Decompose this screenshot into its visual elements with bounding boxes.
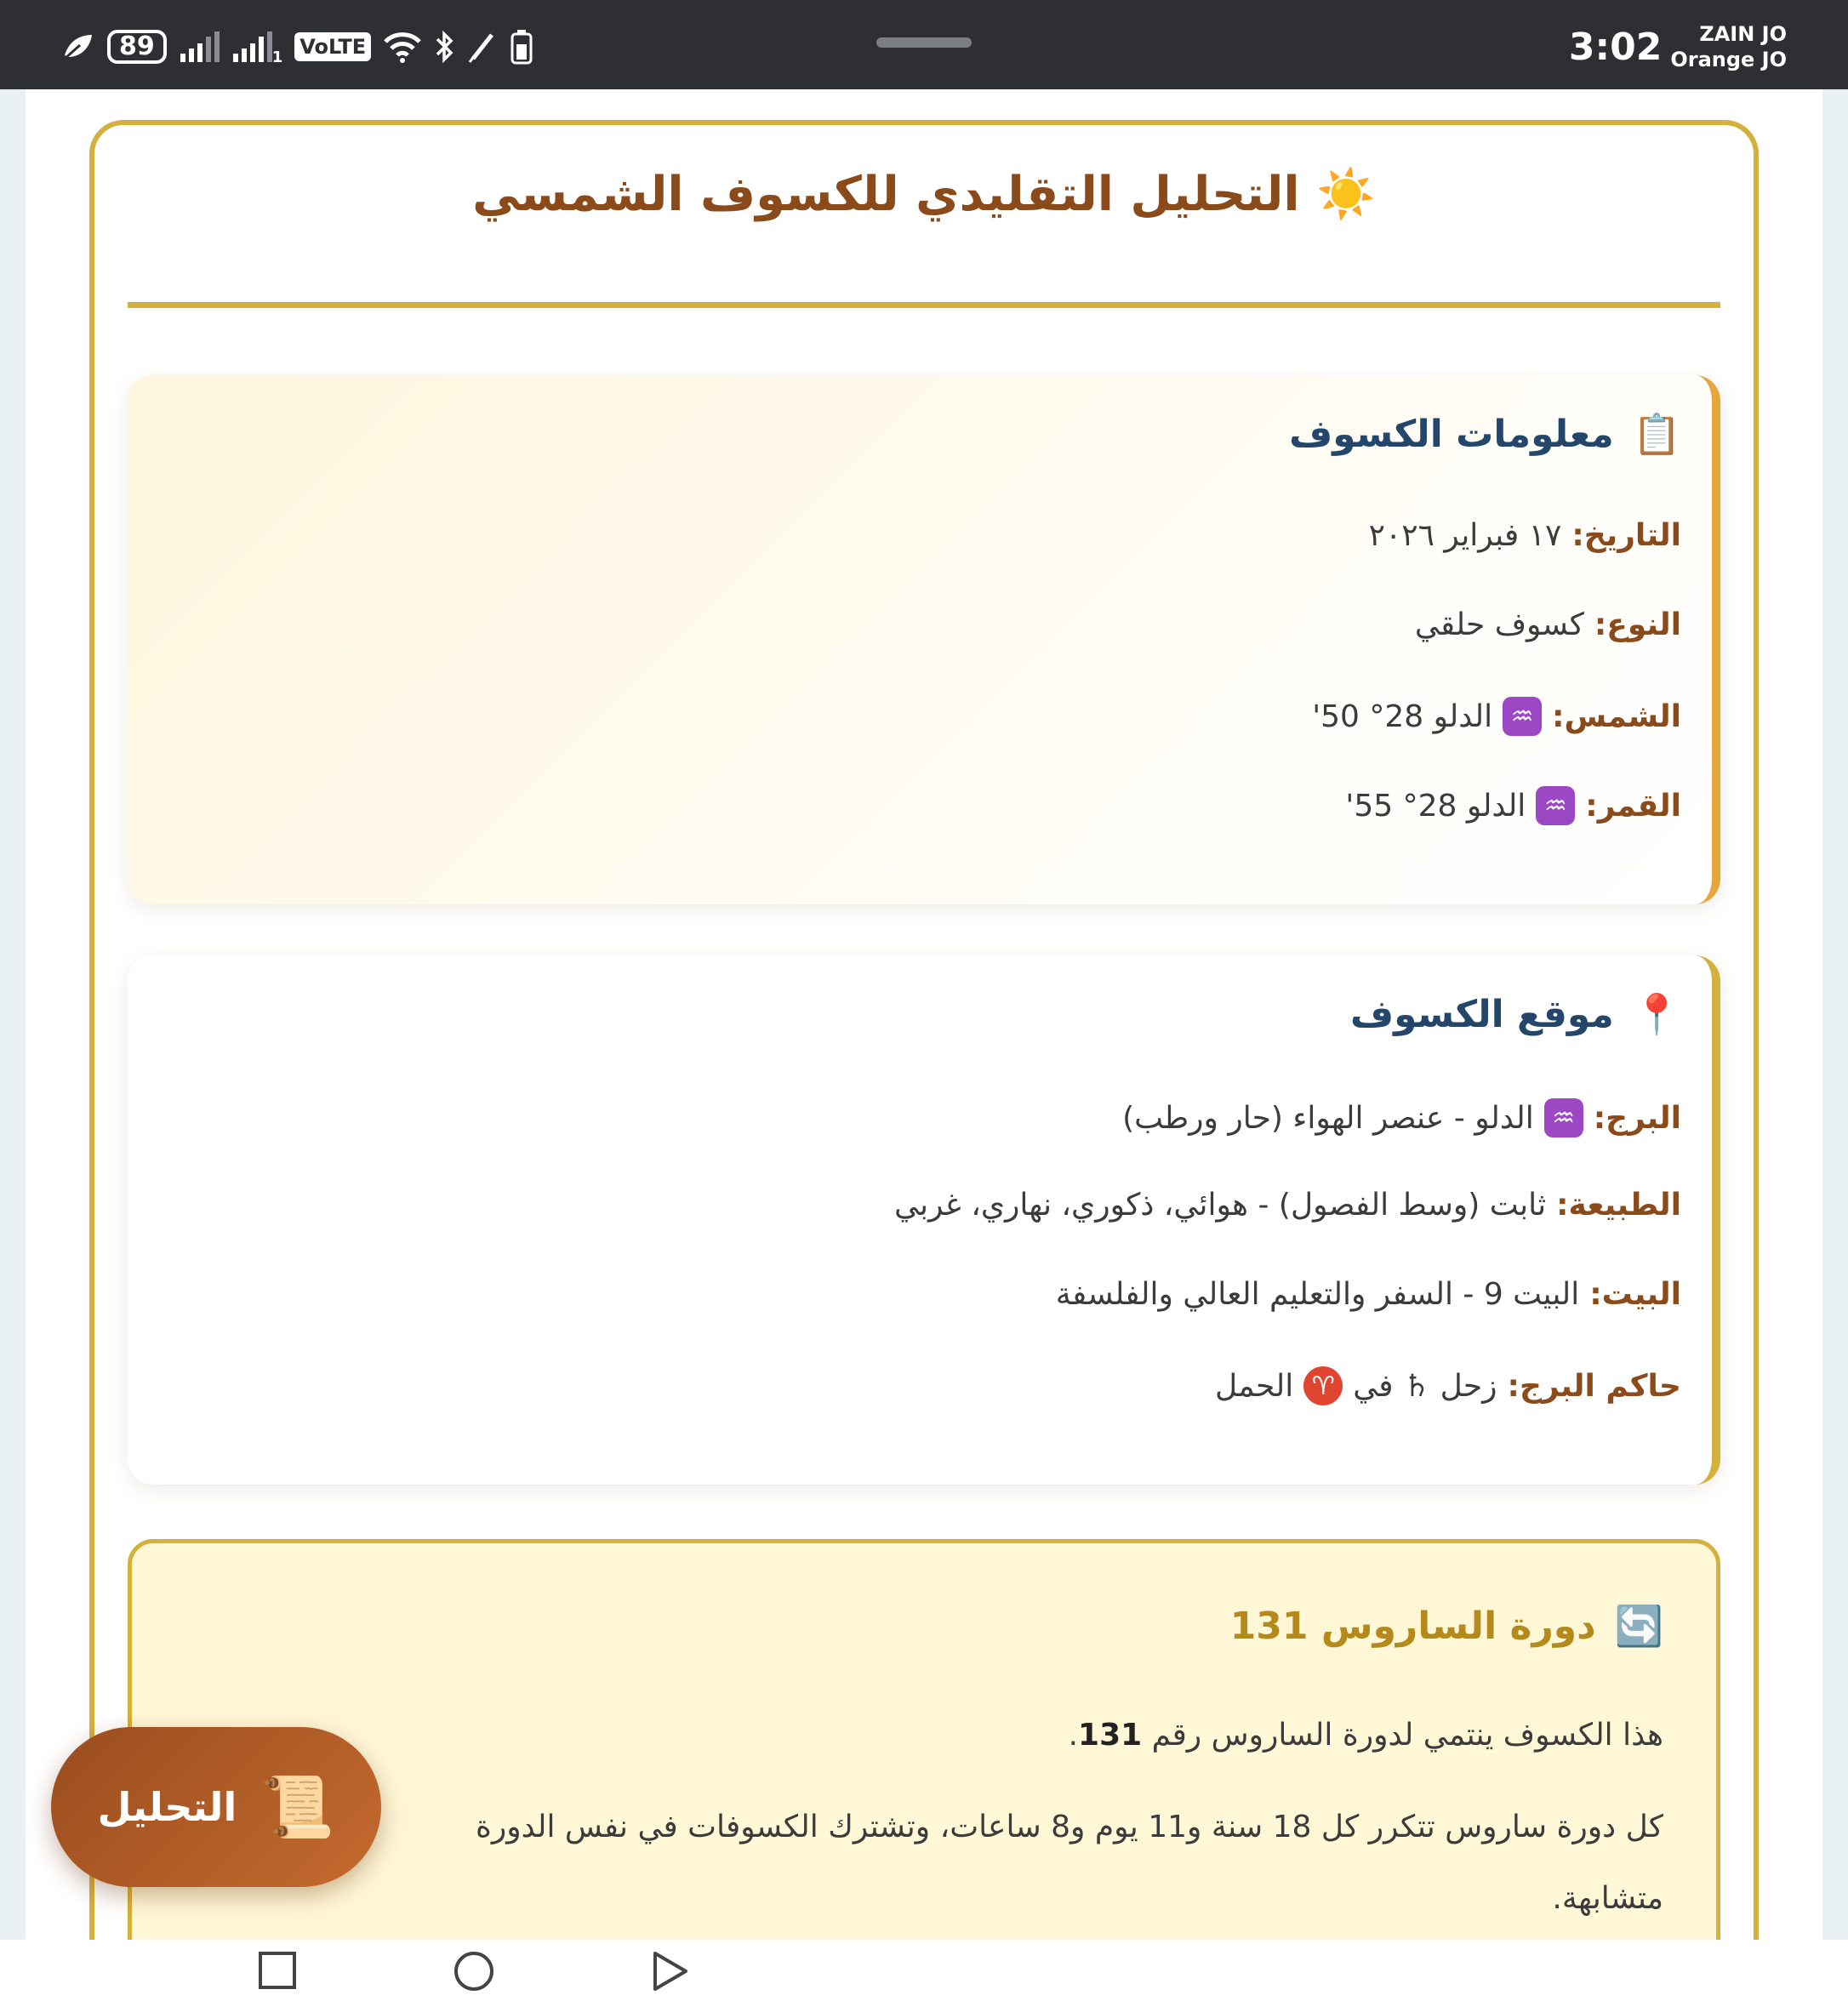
- battery-percent: 89: [119, 31, 155, 61]
- moon-label: القمر:: [1585, 788, 1681, 824]
- sun-icon: ☀️: [1316, 167, 1376, 222]
- pin-icon: 📍: [1632, 991, 1681, 1037]
- ruler-value: الحمل: [1214, 1368, 1294, 1404]
- saros-number: 131: [1078, 1718, 1143, 1753]
- page-title: [94, 166, 1754, 222]
- eclipse-location-heading: [1350, 991, 1681, 1038]
- clipboard-icon: 📋: [1632, 411, 1681, 457]
- type-row: [1415, 607, 1681, 642]
- recents-button[interactable]: [257, 1950, 298, 1994]
- date-label: التاريخ:: [1571, 518, 1681, 553]
- circle-icon: [453, 1950, 495, 1992]
- eclipse-info-heading-text: معلومات الكسوف: [1289, 413, 1614, 456]
- type-label: النوع:: [1594, 607, 1681, 642]
- ruler-label: حاكم البرج:: [1507, 1368, 1681, 1404]
- house-label: البيت:: [1589, 1277, 1681, 1312]
- carrier-2: Orange JO: [1670, 48, 1787, 71]
- aquarius-icon: ♒: [1503, 697, 1542, 736]
- battery-saver-icon: [107, 30, 167, 64]
- sim-index: 1: [271, 48, 283, 66]
- date-value: ١٧ فبراير ٢٠٢٦: [1368, 518, 1562, 553]
- sign-value: الدلو - عنصر الهواء (حار ورطب): [1122, 1100, 1534, 1136]
- eclipse-location-section: [128, 955, 1720, 1485]
- eclipse-location-heading-text: موقع الكسوف: [1350, 993, 1614, 1036]
- battery-icon: [510, 27, 533, 66]
- main-card: [89, 120, 1759, 1940]
- clock: 3:02: [1568, 25, 1663, 69]
- ruler-row: [1215, 1366, 1681, 1405]
- saros-paragraph-1-prefix: هذا الكسوف ينتمي لدورة الساروس رقم: [1151, 1718, 1663, 1753]
- carriers: [1670, 21, 1787, 72]
- signal-1-icon: [179, 27, 220, 66]
- eclipse-info-heading: [1289, 411, 1681, 458]
- back-button[interactable]: [650, 1950, 691, 1996]
- home-button[interactable]: [453, 1950, 495, 1996]
- page-title-text: التحليل التقليدي للكسوف الشمسي: [472, 167, 1300, 222]
- nature-label: الطبيعة:: [1556, 1188, 1681, 1223]
- ruler-value-prefix: زحل ♄ في: [1353, 1368, 1497, 1404]
- sun-value: الدلو 28° 50': [1312, 698, 1493, 734]
- sun-label: الشمس:: [1552, 698, 1681, 734]
- sign-label: البرج:: [1593, 1100, 1681, 1136]
- carrier-1: ZAIN JO: [1699, 22, 1787, 46]
- aquarius-icon: ♒: [1536, 786, 1575, 825]
- moon-row: [1345, 786, 1681, 825]
- leaf-icon: [61, 27, 95, 66]
- wifi-icon: [383, 27, 422, 66]
- aquarius-icon: ♒: [1544, 1098, 1583, 1137]
- eclipse-info-section: [128, 375, 1720, 904]
- house-value: البيت 9 - السفر والتعليم العالي والفلسفة: [1055, 1277, 1580, 1312]
- analysis-button-label: التحليل: [97, 1784, 237, 1830]
- saros-paragraph-1: [1069, 1700, 1663, 1771]
- volte-icon: VoLTE: [294, 32, 371, 61]
- scroll-icon: 📜: [260, 1771, 335, 1842]
- signal-2-icon: [231, 27, 283, 66]
- moon-value: الدلو 28° 55': [1345, 788, 1526, 824]
- cycle-icon: 🔄: [1614, 1603, 1663, 1649]
- status-icons-left: [61, 26, 533, 68]
- square-icon: [257, 1950, 298, 1991]
- notification-handle[interactable]: [876, 37, 972, 48]
- sun-row: [1312, 697, 1681, 736]
- saros-paragraph-3: متشابهة.: [1552, 1881, 1663, 1916]
- type-value: كسوف حلقي: [1414, 607, 1584, 642]
- analysis-button[interactable]: [51, 1727, 381, 1887]
- sign-row: [1122, 1098, 1681, 1137]
- nature-value: ثابت (وسط الفصول) - هوائي، ذكوري، نهاري، غربي: [894, 1188, 1547, 1223]
- aries-icon: ♈: [1303, 1366, 1343, 1405]
- status-bar: [0, 0, 1848, 89]
- status-icons-right: [1569, 22, 1787, 71]
- title-divider: [128, 302, 1720, 308]
- saros-paragraph-2: كل دورة ساروس تتكرر كل 18 سنة و11 يوم و8 ساعات، وتشترك الكسوفات في نفس الدورة: [475, 1810, 1663, 1844]
- date-row: [1369, 518, 1681, 553]
- navigation-bar: [0, 1940, 1848, 2001]
- page-content: [26, 89, 1822, 1940]
- nature-row: [894, 1188, 1681, 1223]
- house-row: [1056, 1277, 1681, 1312]
- bluetooth-icon: [434, 27, 456, 66]
- saros-paragraph-1-suffix: .: [1068, 1718, 1079, 1753]
- saros-heading: [1230, 1603, 1663, 1650]
- saros-heading-text: دورة الساروس 131: [1229, 1605, 1596, 1648]
- pen-icon: [468, 27, 499, 66]
- saros-section: [128, 1539, 1720, 1940]
- triangle-icon: [650, 1950, 691, 1992]
